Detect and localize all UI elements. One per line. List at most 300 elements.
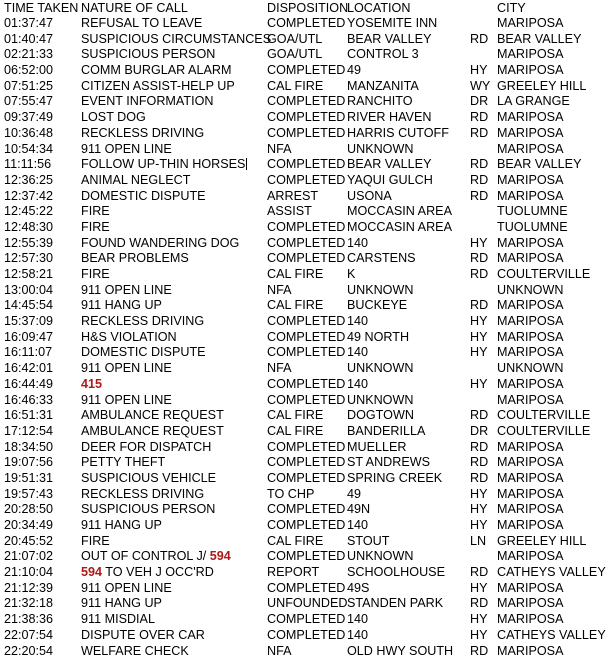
disposition-cell: GOA/UTL (267, 47, 323, 62)
location-cell: SPRING CREEK (347, 470, 443, 485)
table-row (0, 549, 614, 565)
city-cell: UNKNOWN (497, 282, 564, 297)
city-cell: MARIPOSA (497, 47, 564, 62)
city-cell: MARIPOSA (497, 455, 564, 470)
disposition-cell: UNFOUNDED (267, 596, 348, 611)
time-cell: 22:07:54 (4, 627, 54, 642)
table-row (0, 502, 614, 518)
table-row (0, 16, 614, 32)
time-cell: 21:32:18 (4, 596, 54, 611)
city-cell: MARIPOSA (497, 16, 564, 30)
street-suffix-cell: HY (470, 486, 488, 501)
table-row (0, 408, 614, 424)
time-cell: 20:28:50 (4, 502, 54, 517)
nature-cell (81, 173, 190, 189)
city-cell: TUOLUMNE (497, 219, 568, 234)
nature-cell (81, 126, 204, 142)
nature-text: FIRE (81, 533, 110, 548)
location-cell: 140 (347, 376, 369, 391)
city-cell: MARIPOSA (497, 596, 564, 611)
nature-cell (81, 393, 172, 409)
time-cell: 21:10:04 (4, 565, 54, 580)
location-cell: RIVER HAVEN (347, 110, 432, 125)
nature-text: OUT OF CONTROL J/ (81, 549, 210, 564)
table-row (0, 32, 614, 48)
time-cell: 02:21:33 (4, 47, 54, 62)
time-cell: 17:12:54 (4, 423, 54, 438)
street-suffix-cell: WY (470, 78, 491, 93)
time-cell: 21:38:36 (4, 612, 54, 627)
nature-text: LOST DOG (81, 110, 146, 125)
city-cell: UNKNOWN (497, 361, 564, 376)
city-cell: MARIPOSA (497, 188, 564, 203)
table-row (0, 63, 614, 79)
location-cell: 140 (347, 627, 369, 642)
street-suffix-cell: RD (470, 439, 489, 454)
time-cell: 21:07:02 (4, 549, 54, 564)
table-row (0, 142, 614, 158)
disposition-cell: COMPLETED (267, 345, 346, 360)
nature-text: FIRE (81, 267, 110, 281)
street-suffix-cell: RD (470, 172, 489, 187)
time-cell: 16:11:07 (4, 345, 53, 360)
penal-code-text: 415 (81, 376, 103, 391)
nature-cell (81, 267, 110, 283)
street-suffix-cell: RD (470, 643, 489, 658)
time-cell: 20:34:49 (4, 518, 54, 532)
nature-cell (81, 644, 189, 660)
nature-text: FOLLOW UP-THIN HORSES (81, 157, 246, 172)
nature-text: BEAR PROBLEMS (81, 251, 189, 266)
nature-text: SUSPICIOUS CIRCUMSTANCES (81, 31, 272, 46)
location-cell: 140 (347, 518, 369, 532)
nature-text: 911 HANG UP (81, 596, 162, 611)
table-row (0, 79, 614, 95)
disposition-cell: COMPLETED (267, 251, 346, 266)
nature-text: FIRE (81, 219, 110, 234)
disposition-cell: COMPLETED (267, 235, 346, 250)
time-cell: 12:48:30 (4, 219, 54, 234)
nature-cell (81, 16, 202, 32)
city-cell: MARIPOSA (497, 63, 564, 78)
city-cell: CATHEYS VALLEY (497, 565, 606, 580)
nature-cell (81, 236, 239, 252)
disposition-cell: NFA (267, 282, 292, 297)
disposition-cell: COMPLETED (267, 314, 346, 329)
city-cell: MARIPOSA (497, 486, 564, 501)
nature-cell (81, 157, 247, 173)
time-cell: 11:11:56 (4, 157, 52, 172)
table-row (0, 220, 614, 236)
table-row (0, 377, 614, 393)
table-row (0, 534, 614, 550)
street-suffix-cell: RD (470, 470, 489, 485)
table-row (0, 644, 614, 660)
disposition-cell: COMPLETED (267, 63, 346, 78)
city-cell: MARIPOSA (497, 329, 564, 344)
nature-text: RECKLESS DRIVING (81, 486, 205, 501)
nature-cell (81, 63, 231, 79)
location-cell: UNKNOWN (347, 392, 414, 407)
penal-code-text: 594 (81, 565, 103, 580)
nature-cell (81, 47, 215, 63)
table-row (0, 440, 614, 456)
nature-text: SUSPICIOUS PERSON (81, 502, 216, 517)
disposition-cell: NFA (267, 361, 292, 376)
time-cell: 19:51:31 (4, 470, 54, 485)
nature-cell (81, 408, 224, 424)
city-cell: MARIPOSA (497, 549, 564, 564)
city-cell: MARIPOSA (497, 251, 564, 266)
nature-cell (81, 455, 165, 471)
time-cell: 12:58:21 (4, 267, 54, 281)
location-cell: YAQUI GULCH (347, 172, 433, 187)
time-cell: 01:37:47 (4, 16, 54, 30)
street-suffix-cell: HY (470, 235, 488, 250)
location-cell: UNKNOWN (347, 141, 414, 156)
location-cell: BEAR VALLEY (347, 31, 432, 46)
nature-text: FIRE (81, 204, 110, 219)
nature-cell (81, 518, 162, 534)
city-cell: COULTERVILLE (497, 267, 591, 281)
time-cell: 09:37:49 (4, 110, 54, 125)
city-cell: COULTERVILLE (497, 423, 591, 438)
table-row (0, 204, 614, 220)
city-cell: MARIPOSA (497, 345, 564, 360)
time-cell: 06:52:00 (4, 63, 54, 78)
table-row (0, 487, 614, 503)
nature-text: TO VEH J OCC'RD (102, 565, 214, 580)
location-cell: UNKNOWN (347, 549, 414, 564)
nature-cell (81, 534, 110, 550)
street-suffix-cell: HY (470, 518, 488, 532)
city-cell: MARIPOSA (497, 643, 564, 658)
nature-cell (81, 628, 205, 644)
city-cell: LA GRANGE (497, 94, 570, 109)
disposition-cell: COMPLETED (267, 549, 346, 564)
nature-cell (81, 471, 216, 487)
header-time: TIME TAKEN (4, 1, 79, 15)
nature-cell (81, 581, 172, 597)
disposition-cell: COMPLETED (267, 502, 346, 517)
disposition-cell: COMPLETED (267, 580, 346, 595)
nature-cell (81, 32, 271, 48)
table-row (0, 628, 614, 644)
nature-text: RECKLESS DRIVING (81, 314, 205, 329)
street-suffix-cell: DR (470, 94, 489, 109)
location-cell: OLD HWY SOUTH (347, 643, 454, 658)
time-cell: 18:34:50 (4, 439, 54, 454)
location-cell: 49 (347, 486, 362, 501)
disposition-cell: CAL FIRE (267, 78, 324, 93)
nature-text: COMM BURGLAR ALARM (81, 63, 232, 78)
nature-cell (81, 79, 235, 95)
city-cell: GREELEY HILL (497, 78, 587, 93)
table-row (0, 314, 614, 330)
location-cell: UNKNOWN (347, 282, 414, 297)
street-suffix-cell: RD (470, 31, 489, 46)
nature-cell (81, 424, 224, 440)
street-suffix-cell: HY (470, 502, 488, 517)
disposition-cell: COMPLETED (267, 329, 346, 344)
location-cell: BANDERILLA (347, 423, 426, 438)
nature-text: H&S VIOLATION (81, 329, 177, 344)
table-row (0, 596, 614, 612)
street-suffix-cell: RD (470, 455, 489, 470)
nature-cell (81, 330, 177, 346)
location-cell: 49N (347, 502, 371, 517)
city-cell: MARIPOSA (497, 518, 564, 532)
time-cell: 16:44:49 (4, 376, 54, 391)
table-header-row (0, 0, 614, 16)
location-cell: BUCKEYE (347, 298, 408, 313)
location-cell: 49 NORTH (347, 329, 410, 344)
location-cell: CARSTENS (347, 251, 416, 266)
city-cell: GREELEY HILL (497, 533, 587, 548)
nature-text: 911 OPEN LINE (81, 361, 172, 376)
nature-text: AMBULANCE REQUEST (81, 408, 224, 423)
time-cell: 10:36:48 (4, 125, 54, 140)
street-suffix-cell: HY (470, 63, 488, 78)
city-cell: CATHEYS VALLEY (497, 627, 606, 642)
table-row (0, 189, 614, 205)
nature-cell (81, 220, 110, 236)
nature-cell (81, 251, 189, 267)
street-suffix-cell: HY (470, 345, 488, 360)
location-cell: 140 (347, 235, 369, 250)
header-nature: NATURE OF CALL (81, 1, 188, 15)
disposition-cell: COMPLETED (267, 518, 346, 532)
time-cell: 12:37:42 (4, 188, 54, 203)
nature-cell (81, 565, 214, 581)
header-location: LOCATION (347, 1, 411, 15)
text-cursor (246, 158, 247, 170)
disposition-cell: ARREST (267, 188, 319, 203)
street-suffix-cell: HY (470, 329, 488, 344)
table-row (0, 471, 614, 487)
table-row (0, 157, 614, 173)
table-row (0, 424, 614, 440)
penal-code-text: 594 (209, 549, 231, 564)
time-cell: 16:46:33 (4, 392, 54, 407)
disposition-cell: COMPLETED (267, 110, 346, 125)
disposition-cell: COMPLETED (267, 172, 346, 187)
city-cell: MARIPOSA (497, 470, 564, 485)
time-cell: 20:45:52 (4, 533, 54, 548)
table-row (0, 393, 614, 409)
nature-text: DOMESTIC DISPUTE (81, 345, 206, 360)
location-cell: 49S (347, 580, 370, 595)
city-cell: MARIPOSA (497, 580, 564, 595)
street-suffix-cell: RD (470, 267, 489, 281)
time-cell: 21:12:39 (4, 580, 54, 595)
nature-cell (81, 612, 155, 628)
location-cell: RANCHITO (347, 94, 413, 109)
disposition-cell: COMPLETED (267, 94, 346, 109)
time-cell: 22:20:54 (4, 643, 54, 658)
time-cell: 12:45:22 (4, 204, 54, 219)
disposition-cell: REPORT (267, 565, 320, 580)
disposition-cell: COMPLETED (267, 455, 346, 470)
city-cell: MARIPOSA (497, 172, 564, 187)
disposition-cell: NFA (267, 141, 292, 156)
time-cell: 12:57:30 (4, 251, 54, 266)
street-suffix-cell: RD (470, 188, 489, 203)
nature-cell (81, 596, 162, 612)
street-suffix-cell: RD (470, 251, 489, 266)
location-cell: 140 (347, 314, 369, 329)
nature-text: DOMESTIC DISPUTE (81, 188, 206, 203)
location-cell: MOCCASIN AREA (347, 219, 452, 234)
city-cell: MARIPOSA (497, 392, 564, 407)
nature-text: ANIMAL NEGLECT (81, 172, 191, 187)
location-cell: MOCCASIN AREA (347, 204, 452, 219)
disposition-cell: GOA/UTL (267, 31, 323, 46)
nature-text: RECKLESS DRIVING (81, 125, 205, 140)
street-suffix-cell: HY (470, 580, 488, 595)
table-row (0, 298, 614, 314)
time-cell: 14:45:54 (4, 298, 54, 313)
nature-text: 911 HANG UP (81, 518, 162, 532)
nature-text: AMBULANCE REQUEST (81, 423, 224, 438)
disposition-cell: CAL FIRE (267, 408, 324, 423)
nature-text: 911 OPEN LINE (81, 580, 172, 595)
time-cell: 01:40:47 (4, 31, 54, 46)
city-cell: MARIPOSA (497, 125, 564, 140)
city-cell: MARIPOSA (497, 314, 564, 329)
location-cell: SCHOOLHOUSE (347, 565, 445, 580)
location-cell: 140 (347, 612, 369, 627)
location-cell: K (347, 267, 356, 281)
location-cell: ST ANDREWS (347, 455, 431, 470)
nature-text: WELFARE CHECK (81, 643, 189, 658)
city-cell: MARIPOSA (497, 235, 564, 250)
nature-text: 911 OPEN LINE (81, 282, 172, 297)
table-row (0, 612, 614, 628)
table-row (0, 330, 614, 346)
nature-text: SUSPICIOUS PERSON (81, 47, 216, 62)
location-cell: UNKNOWN (347, 361, 414, 376)
nature-text: 911 MISDIAL (81, 612, 155, 627)
table-row (0, 47, 614, 63)
street-suffix-cell: RD (470, 565, 489, 580)
nature-text: CITIZEN ASSIST-HELP UP (81, 78, 235, 93)
nature-cell (81, 440, 211, 456)
time-cell: 16:51:31 (4, 408, 54, 423)
nature-text: REFUSAL TO LEAVE (81, 16, 203, 30)
city-cell: MARIPOSA (497, 439, 564, 454)
city-cell: MARIPOSA (497, 376, 564, 391)
table-row (0, 110, 614, 126)
street-suffix-cell: RD (470, 157, 489, 172)
nature-text: FOUND WANDERING DOG (81, 235, 240, 250)
location-cell: MUELLER (347, 439, 407, 454)
disposition-cell: TO CHP (267, 486, 315, 501)
city-cell: MARIPOSA (497, 110, 564, 125)
location-cell: 140 (347, 345, 369, 360)
table-row (0, 126, 614, 142)
nature-text: SUSPICIOUS VEHICLE (81, 470, 217, 485)
street-suffix-cell: HY (470, 612, 488, 627)
location-cell: BEAR VALLEY (347, 157, 432, 172)
table-row (0, 518, 614, 534)
disposition-cell: COMPLETED (267, 627, 346, 642)
time-cell: 12:36:25 (4, 172, 54, 187)
disposition-cell: ASSIST (267, 204, 312, 219)
disposition-cell: COMPLETED (267, 157, 346, 172)
nature-cell (81, 487, 204, 503)
location-cell: CONTROL 3 (347, 47, 419, 62)
time-cell: 16:09:47 (4, 329, 54, 344)
nature-text: 911 HANG UP (81, 298, 162, 313)
disposition-cell: COMPLETED (267, 392, 346, 407)
time-cell: 10:54:34 (4, 141, 54, 156)
street-suffix-cell: RD (470, 125, 489, 140)
nature-text: PETTY THEFT (81, 455, 166, 470)
time-cell: 12:55:39 (4, 235, 54, 250)
time-cell: 19:07:56 (4, 455, 54, 470)
nature-cell (81, 345, 206, 361)
table-row (0, 283, 614, 299)
disposition-cell: COMPLETED (267, 439, 346, 454)
table-row (0, 565, 614, 581)
time-cell: 19:57:43 (4, 486, 54, 501)
table-row (0, 173, 614, 189)
nature-text: 911 OPEN LINE (81, 392, 172, 407)
nature-cell (81, 361, 172, 377)
location-cell: STOUT (347, 533, 390, 548)
street-suffix-cell: HY (470, 376, 488, 391)
street-suffix-cell: LN (470, 533, 487, 548)
street-suffix-cell: RD (470, 110, 489, 125)
street-suffix-cell: RD (470, 596, 489, 611)
nature-cell (81, 110, 146, 126)
header-disposition: DISPOSITION (267, 1, 349, 15)
location-cell: USONA (347, 188, 392, 203)
header-city: CITY (497, 1, 526, 15)
nature-cell (81, 298, 162, 314)
table-row (0, 455, 614, 471)
disposition-cell: COMPLETED (267, 376, 346, 391)
nature-cell (81, 502, 215, 518)
table-row (0, 94, 614, 110)
nature-cell (81, 314, 204, 330)
city-cell: COULTERVILLE (497, 408, 591, 423)
city-cell: MARIPOSA (497, 141, 564, 156)
nature-text: DISPUTE OVER CAR (81, 627, 205, 642)
location-cell: DOGTOWN (347, 408, 414, 423)
nature-text: DEER FOR DISPATCH (81, 439, 212, 454)
location-cell: HARRIS CUTOFF (347, 125, 449, 140)
disposition-cell: NFA (267, 643, 292, 658)
table-row (0, 251, 614, 267)
street-suffix-cell: RD (470, 298, 489, 313)
nature-cell (81, 377, 102, 393)
city-cell: BEAR VALLEY (497, 157, 582, 172)
nature-cell (81, 283, 172, 299)
disposition-cell: COMPLETED (267, 219, 346, 234)
disposition-cell: COMPLETED (267, 612, 346, 627)
nature-cell (81, 94, 213, 110)
city-cell: BEAR VALLEY (497, 31, 582, 46)
city-cell: MARIPOSA (497, 298, 564, 313)
nature-cell (81, 189, 206, 205)
disposition-cell: COMPLETED (267, 16, 346, 30)
disposition-cell: COMPLETED (267, 470, 346, 485)
nature-cell (81, 142, 172, 158)
nature-cell (81, 204, 110, 220)
table-row (0, 236, 614, 252)
